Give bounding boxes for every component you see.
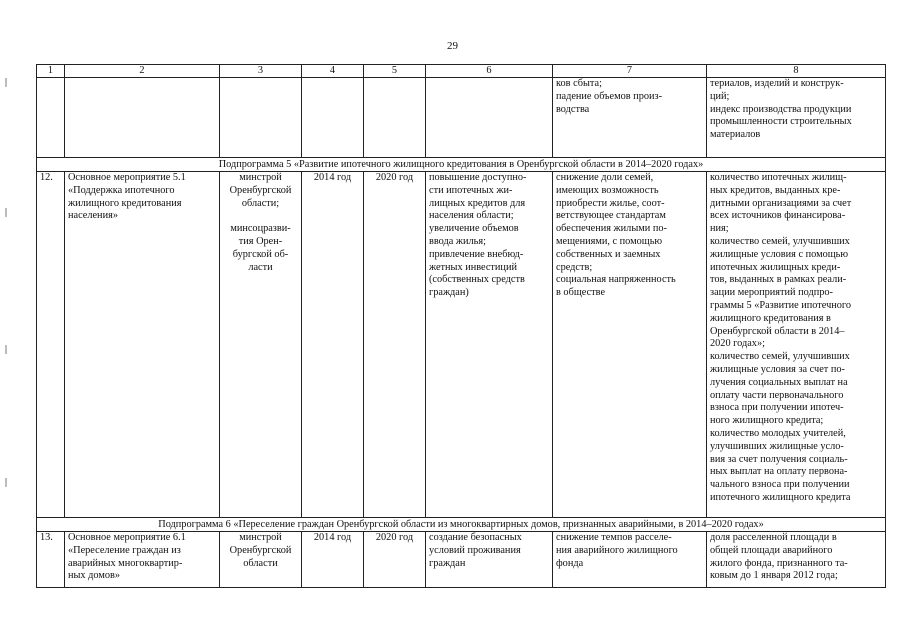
start-year-cell: 2014 год [302,532,364,588]
table-row [37,172,886,518]
column-header: 4 [302,65,364,78]
start-year-cell: 2014 год [302,172,364,518]
executor-cell: минстрой Оренбургской области; минсоцразви- тия Орен- бургской об- ласти [220,172,302,518]
column-header: 6 [426,65,553,78]
column-header: 7 [553,65,707,78]
row-number: 13. [37,532,65,588]
subprogram-row [37,518,886,532]
column-header: 8 [707,65,886,78]
indicators-cell: количество ипотечных жилищ- ных кредитов, выданных кре- дитными организациями за счет всех источников финансирова- ния; количество семей, улучшивших жилищные условия с помощью ипотечных жилищных креди- тов, выданных в рамках реали- зации мероприятий подпро- граммы 5 «Развитие ипотечного жилищного кредитования в Оренбургской области в 2014– 2020 годах»; количество семей, улучшивших жилищные условия за счет по- лучения социальных выплат на оплату части первоначального взноса при получении ипотеч- ного жилищного кредита; количество молодых учителей, улучшивших жилищные усло- вия за счет получения социаль- ных выплат на оплату первона- чального взноса при получении ипотечного жилищного кредита [707,172,886,518]
column-header: 5 [364,65,426,78]
table-row [37,532,886,588]
measures-table [36,64,886,588]
row-number: 12. [37,172,65,518]
end-year-cell: 2020 год [364,172,426,518]
column-header: 3 [220,65,302,78]
consequences-cell: ков сбыта; падение объемов произ- водства [553,78,707,158]
subprogram-row [37,158,886,172]
margin-mark [5,478,7,487]
subprogram-5-title: Подпрограмма 5 «Развитие ипотечного жилищного кредитования в Оренбургской области в 2014–2020 годах» [37,158,886,172]
indicators-cell: териалов, изделий и конструк- ций; индекс производства продукции промышленности строительных материалов [707,78,886,158]
executor-cell: минстрой Оренбургской области [220,532,302,588]
end-year-cell: 2020 год [364,532,426,588]
column-header: 1 [37,65,65,78]
margin-mark [5,345,7,354]
indicators-cell: доля расселенной площади в общей площади аварийного жилого фонда, признанного та- ковым до 1 января 2012 года; [707,532,886,588]
column-header: 2 [65,65,220,78]
subprogram-6-title: Подпрограмма 6 «Переселение граждан Оренбургской области из многоквартирных домов, признанных аварийными, в 2014–2020 годах» [37,518,886,532]
margin-mark [5,78,7,87]
measure-cell: Основное мероприятие 6.1 «Переселение граждан из аварийных многоквартир- ных домов» [65,532,220,588]
measure-cell: Основное мероприятие 5.1 «Поддержка ипотечного жилищного кредитования населения» [65,172,220,518]
margin-mark [5,208,7,217]
page-number: 29 [447,40,458,52]
consequences-cell: снижение темпов расселе- ния аварийного жилищного фонда [553,532,707,588]
column-header-row [37,65,886,78]
consequences-cell: снижение доли семей, имеющих возможность приобрести жилье, соот- ветствующее стандартам обеспечения жилыми по- мещениями, с помощью собственных и заемных средств; социальная напряженность в обществе [553,172,707,518]
continuation-row [37,78,886,158]
result-cell: повышение доступно- сти ипотечных жи- лищных кредитов для населения области; увеличение объемов ввода жилья; привлечение внебюд- жетных инвестиций (собственных средств граждан) [426,172,553,518]
result-cell: создание безопасных условий проживания граждан [426,532,553,588]
